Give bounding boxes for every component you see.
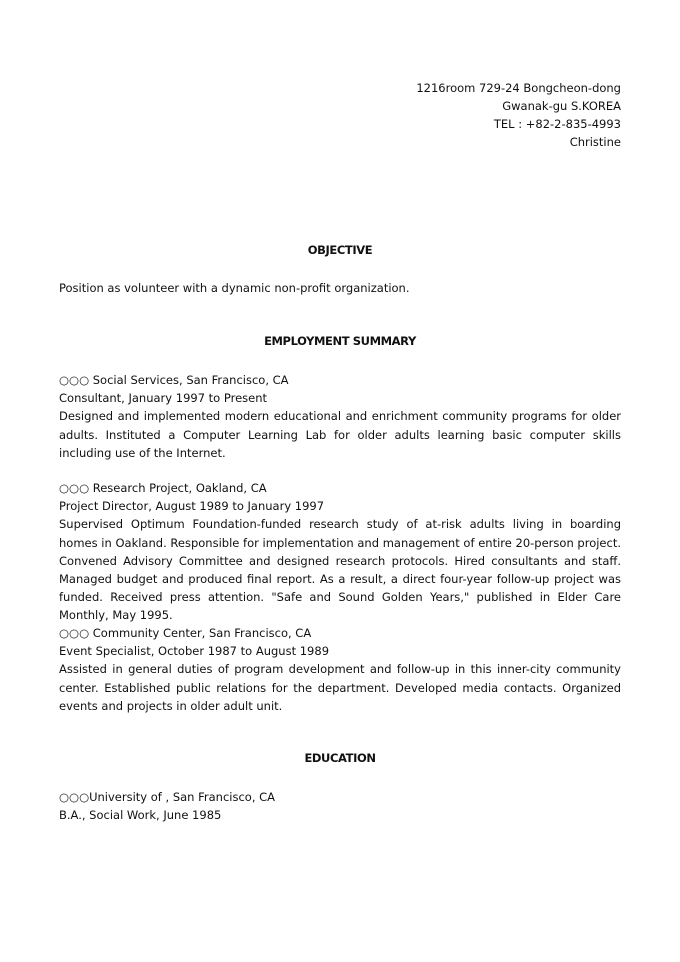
address-phone: TEL : +82-2-835-4993 <box>493 117 621 131</box>
address-street: 1216room 729-24 Bongcheon-dong <box>416 81 621 95</box>
job-organization: ○○○ Social Services, San Francisco, CA <box>59 373 289 387</box>
contact-address-block <box>416 79 621 151</box>
job-entry <box>59 624 621 715</box>
job-description: Supervised Optimum Foundation-funded research study of at-risk adults living in boarding homes in Oakland. Responsible for implementation and management of entire 20-person project. Convened Advisory Committee and designed research protocols. Hired consultants and staff. Managed budget and produced final report. As a result, a direct four-year follow-up project was funded. Received press attention. "Safe and Sound Golden Years," published in Elder Care Monthly, May 1995. <box>59 517 621 623</box>
education-degree: B.A., Social Work, June 1985 <box>59 808 222 823</box>
education-school: ○○○University of , San Francisco, CA <box>59 790 276 804</box>
objective-text: Position as volunteer with a dynamic non-profit organization. <box>59 281 410 295</box>
job-description: Designed and implemented modern educational and enrichment community programs for older adults. Instituted a Computer Learning Lab for older adults learning basic computer skills including use of the Internet. <box>59 409 621 460</box>
objective-heading: OBJECTIVE <box>307 243 373 257</box>
employment-heading: EMPLOYMENT SUMMARY <box>264 334 416 348</box>
job-description: Assisted in general duties of program development and follow-up in this inner-city community center. Established public relations for the department. Developed media contacts. Organized events and projects in older adult unit. <box>59 662 621 713</box>
education-entry <box>59 788 275 824</box>
job-organization: ○○○ Research Project, Oakland, CA <box>59 481 267 495</box>
job-title: Consultant, January 1997 to Present <box>59 391 268 406</box>
education-heading: EDUCATION <box>304 751 376 765</box>
job-organization: ○○○ Community Center, San Francisco, CA <box>59 626 312 640</box>
job-entry <box>59 371 621 462</box>
address-name: Christine <box>569 135 621 149</box>
job-title: Project Director, August 1989 to January 1997 <box>59 499 325 514</box>
job-entry <box>59 479 621 625</box>
address-city: Gwanak-gu S.KOREA <box>502 99 621 113</box>
job-title: Event Specialist, October 1987 to August 1989 <box>59 644 330 659</box>
